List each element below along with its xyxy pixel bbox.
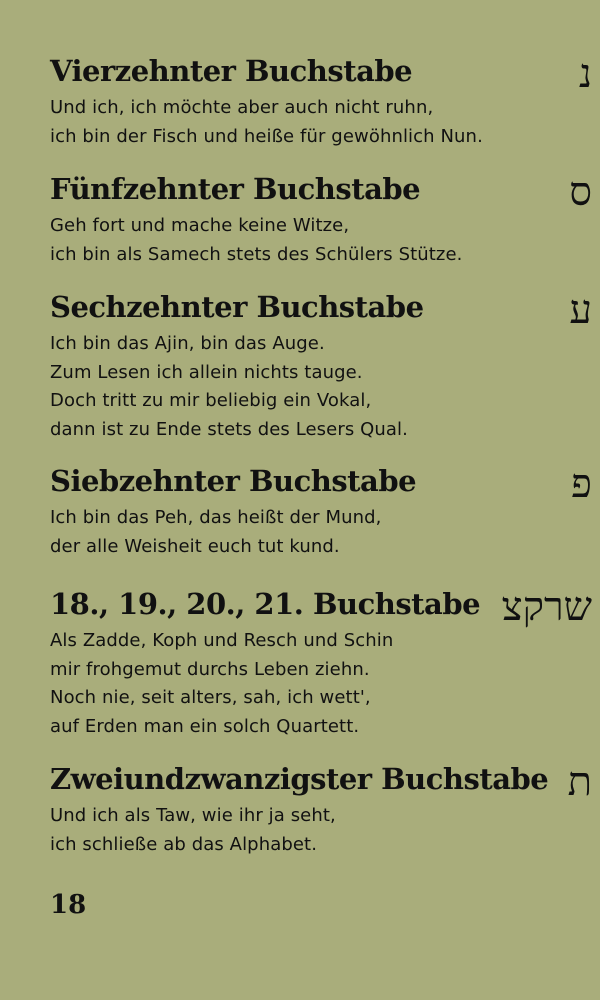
entry-heading: Siebzehnter Buchstabe bbox=[50, 464, 417, 498]
verse-line: Ich bin das Ajin, bin das Auge. bbox=[50, 333, 325, 354]
entry-heading: Fünfzehnter Buchstabe bbox=[50, 172, 421, 206]
verse-line: Und ich als Taw, wie ihr ja seht, bbox=[50, 805, 336, 826]
hebrew-letter: פ bbox=[571, 461, 592, 507]
verse bbox=[50, 802, 600, 859]
hebrew-letter: נ bbox=[578, 51, 592, 97]
verse bbox=[50, 627, 600, 741]
verse-line: Und ich, ich möchte aber auch nicht ruhn, bbox=[50, 97, 434, 118]
entry-heading: 18., 19., 20., 21. Buchstabe bbox=[50, 587, 481, 621]
verse-line: ich schließe ab das Alphabet. bbox=[50, 833, 318, 855]
verse-line: auf Erden man ein solch Quartett. bbox=[50, 715, 360, 737]
entry-samech bbox=[50, 169, 600, 269]
verse bbox=[50, 330, 600, 444]
verse-line: dann ist zu Ende stets des Lesers Qual. bbox=[50, 418, 408, 440]
page-number: 18 bbox=[50, 890, 87, 920]
verse-line: Geh fort und mache keine Witze, bbox=[50, 215, 350, 236]
verse-line: Noch nie, seit alters, sah, ich wett', bbox=[50, 687, 371, 708]
entry-zadde-koph-resch-schin bbox=[50, 584, 600, 741]
hebrew-letter: ת bbox=[567, 759, 592, 805]
verse-line: Als Zadde, Koph und Resch und Schin bbox=[50, 630, 394, 651]
verse-line: ich bin der Fisch und heiße für gewöhnlich Nun. bbox=[50, 125, 483, 147]
verse-line: der alle Weisheit euch tut kund. bbox=[50, 535, 340, 557]
entry-heading: Zweiundzwanzigster Buchstabe bbox=[50, 762, 549, 796]
verse-line: ich bin als Samech stets des Schülers Stütze. bbox=[50, 243, 463, 265]
entry-ajin bbox=[50, 287, 600, 444]
verse-line: Ich bin das Peh, das heißt der Mund, bbox=[50, 507, 382, 528]
hebrew-letter: ע bbox=[569, 287, 592, 333]
entry-nun bbox=[50, 51, 600, 151]
verse-line: Doch tritt zu mir beliebig ein Vokal, bbox=[50, 390, 372, 411]
hebrew-letter: ס bbox=[569, 169, 592, 215]
verse-line: Zum Lesen ich allein nichts tauge. bbox=[50, 361, 363, 383]
entry-heading: Vierzehnter Buchstabe bbox=[50, 54, 413, 88]
verse bbox=[50, 212, 600, 269]
verse bbox=[50, 94, 600, 151]
entry-heading: Sechzehnter Buchstabe bbox=[50, 290, 424, 324]
entry-taw bbox=[50, 759, 600, 859]
entry-peh bbox=[50, 461, 600, 561]
verse-line: mir frohgemut durchs Leben ziehn. bbox=[50, 658, 370, 680]
hebrew-letter: שרקצ bbox=[501, 584, 592, 630]
verse bbox=[50, 504, 600, 561]
